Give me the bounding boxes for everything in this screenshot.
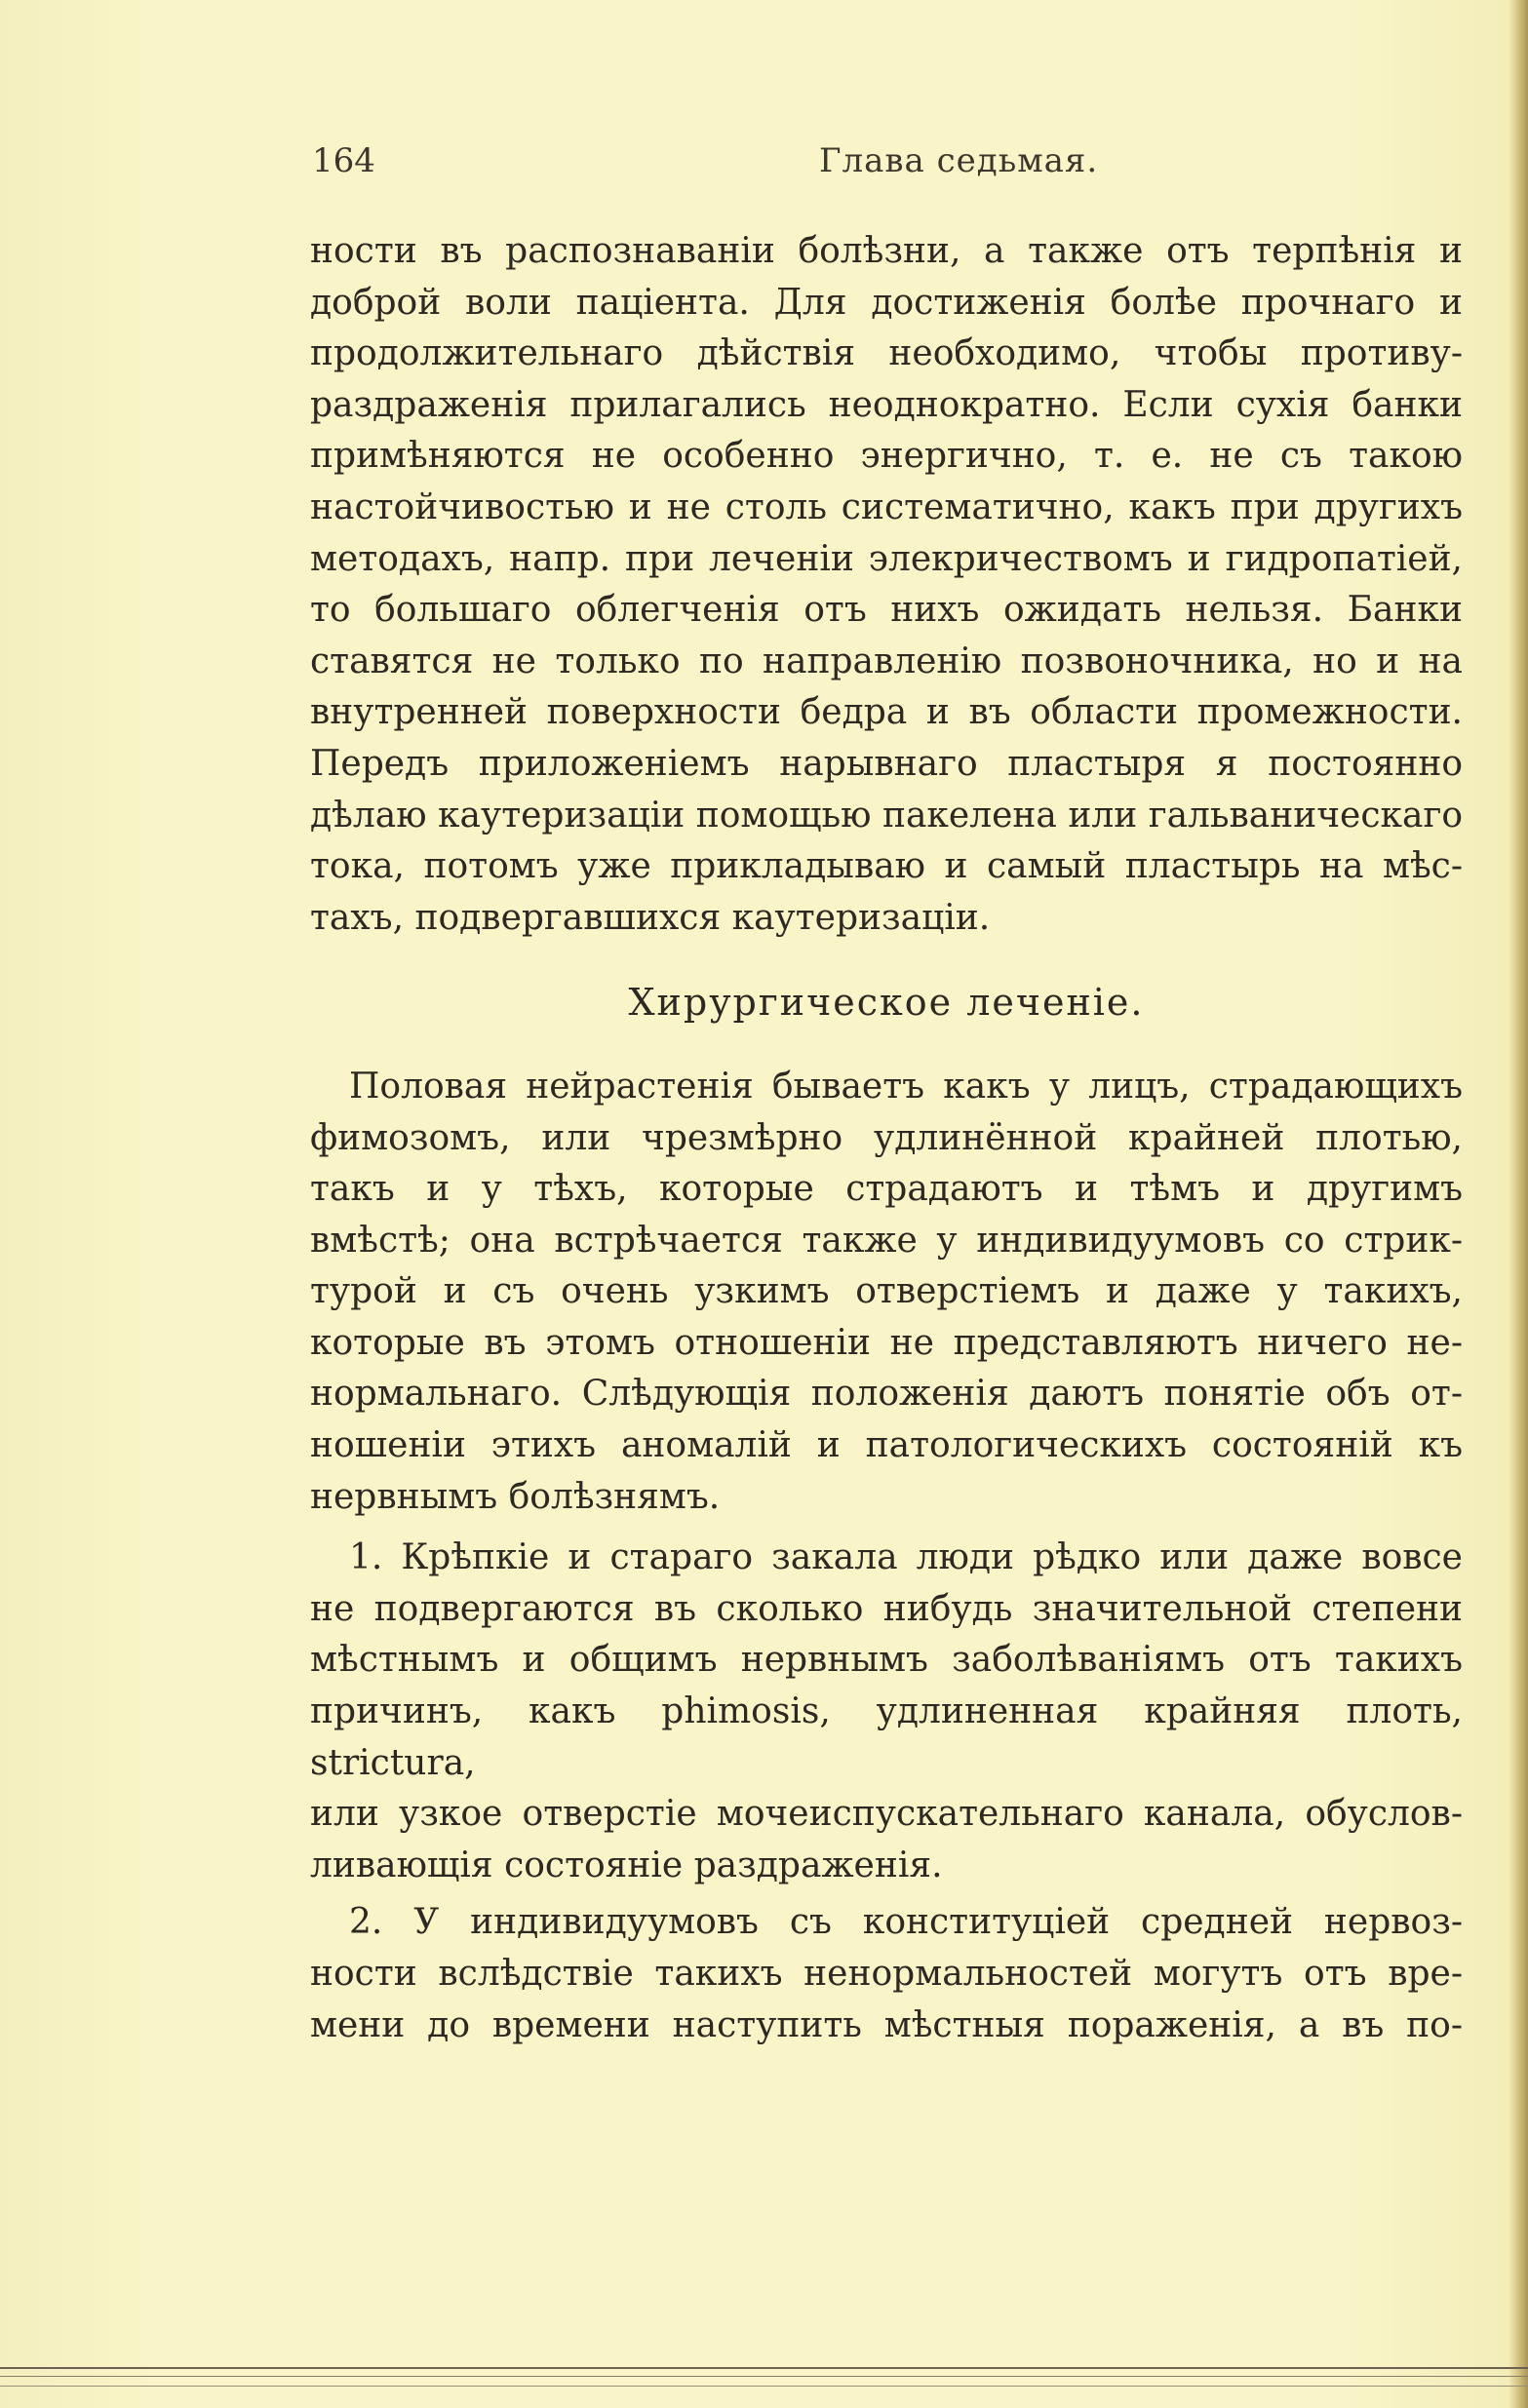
- text-line: ливающія состояніе раздраженія.: [310, 1845, 943, 1885]
- text-line: внутренней поверхности бедра и въ области промежности.: [310, 692, 1463, 733]
- chapter-title: Глава седьмая.: [819, 141, 1099, 180]
- text-line: методахъ, напр. при леченіи элекричествомъ и гидропатіей,: [310, 538, 1463, 579]
- text-line: вмѣстѣ; она встрѣчается также у индивидуумовъ со стрик-: [310, 1220, 1463, 1261]
- text-line: продолжительнаго дѣйствія необходимо, чтобы противу-: [310, 333, 1463, 374]
- text-line: мѣстнымъ и общимъ нервнымъ заболѣваніямъ отъ такихъ: [310, 1640, 1463, 1681]
- text-line: нормальнаго. Слѣдующія положенія даютъ понятіе объ от-: [310, 1374, 1463, 1415]
- bottom-border-line: [0, 2376, 1528, 2377]
- text-line: тока, потомъ уже прикладываю и самый пластырь на мѣс-: [310, 846, 1463, 887]
- text-line: не подвергаются въ сколько нибудь значительной степени: [310, 1588, 1463, 1629]
- text-line: 2. У индивидуумовъ съ конституціей средней нервоз-: [349, 1902, 1463, 1943]
- text-line: фимозомъ, или чрезмѣрно удлинённой крайней плотью,: [310, 1117, 1463, 1158]
- text-line: турой и съ очень узкимъ отверстіемъ и даже у такихъ,: [310, 1271, 1463, 1312]
- page-edge-shadow: [1508, 0, 1528, 2408]
- text-line: то большаго облегченія отъ нихъ ожидать нельзя. Банки: [310, 590, 1463, 631]
- text-line: ставятся не только по направленію позвоночника, но и на: [310, 641, 1463, 681]
- text-line: ности вслѣдствіе такихъ ненормальностей могутъ отъ вре-: [310, 1954, 1463, 1994]
- text-line: которые въ этомъ отношеніи не представляютъ ничего не-: [310, 1322, 1463, 1363]
- text-line: 1. Крѣпкіе и стараго закала люди рѣдко или даже вовсе: [349, 1537, 1463, 1578]
- text-line: Половая нейрастенія бываетъ какъ у лицъ, страдающихъ: [349, 1066, 1463, 1107]
- text-line: дѣлаю каутеризаціи помощью пакелена или гальваническаго: [310, 795, 1463, 835]
- running-head: [312, 141, 1463, 190]
- text-line: раздраженія прилагались неоднократно. Если сухія банки: [310, 384, 1463, 425]
- text-line: ношеніи этихъ аномалій и патологическихъ состояній къ: [310, 1425, 1463, 1466]
- text-line: мени до времени наступить мѣстныя пораженія, а въ по-: [310, 2004, 1463, 2045]
- text-line: Передъ приложеніемъ нарывнаго пластыря я постоянно: [310, 743, 1463, 784]
- page-number: 164: [312, 141, 375, 180]
- text-line: настойчивостью и не столь систематично, какъ при другихъ: [310, 486, 1463, 527]
- bottom-border-line: [0, 2367, 1528, 2369]
- text-line: нервнымъ болѣзнямъ.: [310, 1476, 721, 1517]
- text-line: такъ и у тѣхъ, которые страдаютъ и тѣмъ и другимъ: [310, 1169, 1463, 1210]
- text-line: или узкое отверстіе мочеиспускательнаго канала, обуслов-: [310, 1794, 1463, 1835]
- text-line: доброй воли паціента. Для достиженія болѣе прочнаго и: [310, 282, 1463, 323]
- text-line: причинъ, какъ phimosis, удлиненная крайняя плоть, strictura,: [310, 1691, 1463, 1783]
- text-line: тахъ, подвергавшихся каутеризаціи.: [310, 897, 991, 938]
- body-text: [310, 226, 1463, 2051]
- section-heading: Хирургическое леченіе.: [628, 981, 1145, 1025]
- bottom-border-line: [0, 2386, 1528, 2387]
- text-line: примѣняются не особенно энергично, т. е. не съ такою: [310, 436, 1463, 477]
- text-line: ности въ распознаваніи болѣзни, а также отъ терпѣнія и: [310, 231, 1463, 271]
